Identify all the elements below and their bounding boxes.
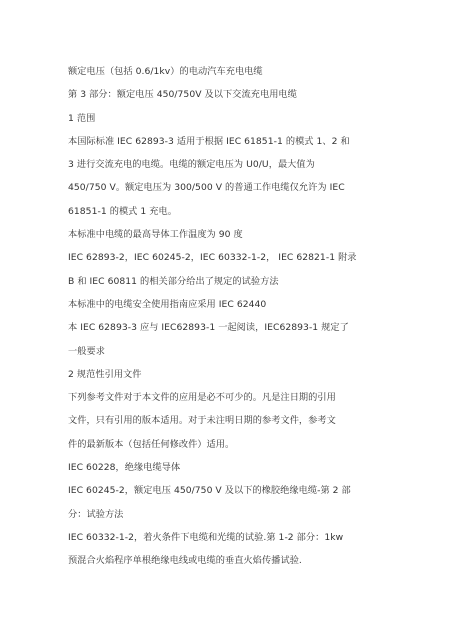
text-line: 一般要求 bbox=[68, 345, 105, 357]
doc-title-line: 额定电压（包括 0.6/1kv）的电动汽车充电电缆 bbox=[68, 66, 263, 77]
text-line: B 和 IEC 60811 的相关部分给出了规定的试验方法 bbox=[68, 275, 279, 287]
document-body bbox=[68, 60, 384, 573]
text-line: 本标准中电缆的最高导体工作温度为 90 度 bbox=[68, 229, 243, 241]
text-line: 文件，只有引用的版本适用。对于未注明日期的参考文件，参考文 bbox=[68, 415, 336, 427]
reference-item: IEC 60228，绝缘电缆导体 bbox=[68, 462, 181, 474]
text-line: 本标准中的电缆安全使用指南应采用 IEC 62440 bbox=[68, 298, 267, 310]
text-line: 450/750 V。额定电压为 300/500 V 的普通工作电缆仅允许为 IEC bbox=[68, 182, 345, 194]
text-line: 预混合火焰程序单根绝缘电线或电缆的垂直火焰传播试验. bbox=[68, 555, 302, 567]
text-line: 本 IEC 62893-3 应与 IEC62893-1 一起阅读，IEC62893-1 规定了 bbox=[68, 322, 349, 334]
doc-part-line: 第 3 部分：额定电压 450/750V 及以下交流充电用电缆 bbox=[68, 89, 297, 101]
text-line: 件的最新版本（包括任何修改件）适用。 bbox=[68, 438, 235, 450]
text-line: IEC 62893-2，IEC 60245-2，IEC 60332-1-2， IEC 62821-1 附录 bbox=[68, 252, 357, 264]
text-line: 分：试验方法 bbox=[68, 508, 124, 520]
section-heading-normative-references: 2 规范性引用文件 bbox=[68, 368, 142, 380]
text-line: 下列参考文件对于本文件的应用是必不可少的。凡是注日期的引用 bbox=[68, 392, 336, 404]
section-heading-scope: 1 范围 bbox=[68, 112, 96, 124]
text-line: 61851-1 的模式 1 充电。 bbox=[68, 205, 177, 217]
reference-item: IEC 60332-1-2，着火条件下电缆和光缆的试验.第 1-2 部分：1kw bbox=[68, 531, 344, 543]
text-line: 本国际标准 IEC 62893-3 适用于根据 IEC 61851-1 的模式 1、2 和 bbox=[68, 135, 350, 147]
text-line: 3 进行交流充电的电缆。电缆的额定电压为 U0/U，最大值为 bbox=[68, 159, 315, 171]
reference-item: IEC 60245-2，额定电压 450/750 V 及以下的橡胶绝缘电缆-第 2 部 bbox=[68, 485, 351, 497]
